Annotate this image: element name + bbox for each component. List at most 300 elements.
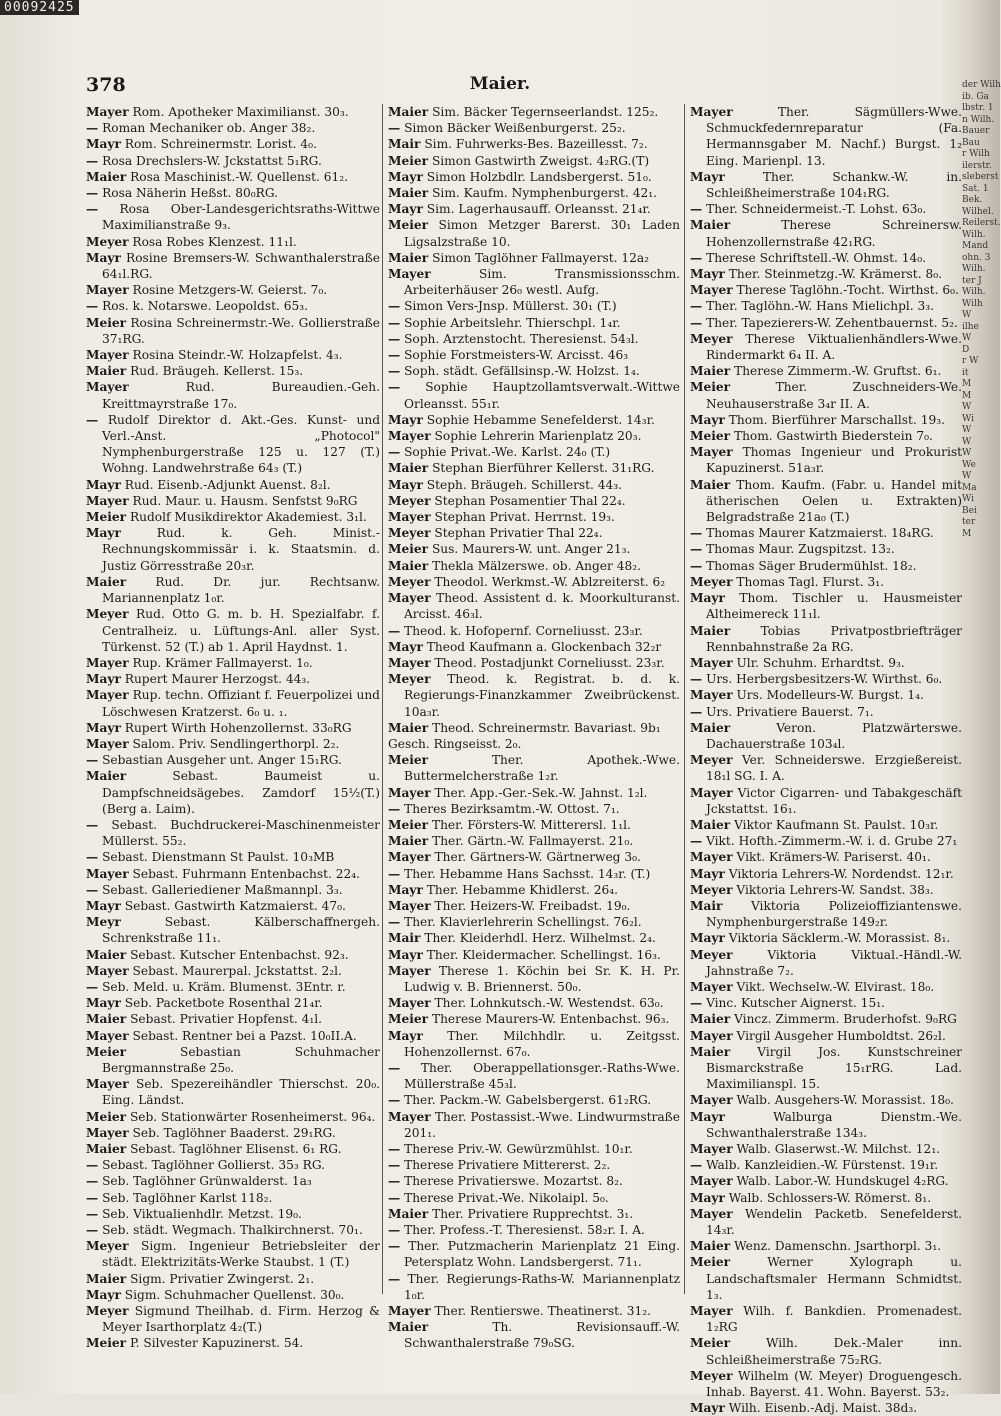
entry-text: Seb. Spezereihändler Thierschst. 20₀. Eing. Ländst. (102, 1077, 381, 1108)
entry-text: Seb. Meld. u. Kräm. Blumenst. 3Entr. r. (102, 979, 346, 994)
entry-text: Wilh. Dek.-Maler inn. Schleißheimerstraße 75₂RG. (706, 1336, 963, 1367)
entry-text: Seb. Taglöhner Grünwalderst. 1a₃ (102, 1174, 312, 1189)
entry-text: Rud. Dr. jur. Rechtsanw. Mariannenplatz 1₀r. (102, 574, 380, 606)
entry-text: Viktoria Lehrers-W. Nordendst. 12₁r. (728, 866, 954, 881)
entry-text: Sigmund Theilhab. d. Firm. Herzog & Meyer Isarthorplatz 4₂(T.) (102, 1304, 381, 1335)
entry-text: Soph. Arztenstocht. Theresienst. 54₃l. (404, 331, 639, 346)
entry-surname: Mayer (388, 996, 431, 1011)
directory-entry (690, 363, 962, 379)
entry-surname: Mayr (690, 412, 725, 427)
entry-surname: — (690, 202, 703, 217)
edge-fragment: W (962, 402, 972, 412)
entry-surname: — (86, 1158, 99, 1173)
entry-text: Sophie Hebamme Senefelderst. 14₃r. (426, 412, 655, 427)
entry-text: Ther. Lohnkutsch.-W. Westendst. 63₀. (434, 996, 664, 1011)
directory-entry (690, 995, 962, 1011)
entry-surname: — (86, 882, 99, 897)
edge-fragment: Sat. 1 (962, 183, 989, 194)
entry-text: Th. Revisionsauff.-W. Schwanthalerstraße 79₀SG. (404, 1320, 680, 1351)
entry-surname: Meyr (86, 915, 121, 930)
entry-surname: — (388, 299, 401, 314)
entry-text: Ther. Kleidermacher. Schellingst. 16₃. (426, 947, 661, 962)
entry-text: Ther. Profess.-T. Theresienst. 58₂r. I. A. (404, 1223, 645, 1238)
directory-entry (690, 298, 962, 314)
directory-entry (388, 493, 680, 509)
entry-text: Ther. Regierungs-Raths-W. Mariannenplatz 1₀r. (404, 1271, 680, 1302)
entry-surname: Mayr (86, 526, 121, 541)
entry-text: Ther. Steinmetzg.-W. Krämerst. 8₀. (728, 267, 942, 282)
directory-entry (690, 104, 962, 169)
directory-entry (86, 201, 380, 233)
directory-entry (86, 1206, 380, 1222)
directory-entry (388, 104, 680, 120)
edge-fragment: ib. Ga (962, 91, 989, 102)
entry-surname: — (690, 299, 703, 314)
entry-surname: Mayer (690, 445, 733, 460)
directory-entry (86, 882, 380, 898)
entry-text: Rom. Schreinermstr. Lorist. 4₀. (124, 137, 317, 152)
entry-text: Sebast. Galleriediener Maßmannpl. 3₃. (102, 882, 343, 897)
entry-surname: Maier (388, 720, 429, 735)
directory-entry (86, 768, 380, 817)
entry-text: Therese Zimmerm.-W. Gruftst. 6₁. (734, 364, 942, 379)
entry-surname: — (388, 1223, 401, 1238)
directory-entry (86, 1044, 380, 1076)
directory-entry (86, 120, 380, 136)
directory-entry (388, 250, 680, 266)
directory-entry (690, 1335, 962, 1367)
entry-text: Rom. Apotheker Maximilianst. 30₃. (132, 105, 349, 119)
entry-surname: Maier (388, 1320, 429, 1335)
directory-entry (388, 1109, 680, 1141)
directory-entry (388, 655, 680, 671)
entry-text: Ther. Zuschneiders-We. Neuhauserstraße 3₄r II. A. (706, 380, 963, 411)
edge-fragment: ter (962, 517, 976, 527)
entry-surname: Mayr (388, 639, 423, 654)
directory-entry (86, 104, 380, 120)
directory-entry (388, 1238, 680, 1270)
entry-surname: Mayr (690, 931, 725, 946)
entry-surname: Maier (86, 1142, 127, 1156)
entry-text: Rup. Krämer Fallmayerst. 1₀. (132, 655, 313, 670)
entry-text: Sus. Maurers-W. unt. Anger 21₃. (431, 542, 631, 557)
edge-fragment: Bei (962, 505, 977, 516)
directory-entry (388, 1060, 680, 1092)
entry-surname: Maier (690, 218, 731, 233)
entry-text: Thomas Ingenieur und Prokurist Kapuzinerst. 51a₃r. (706, 445, 962, 476)
entry-text: Theres Bezirksamtm.-W. Ottost. 7₁. (404, 801, 620, 816)
entry-text: Thom. Gastwirth Biederstein 7₀. (733, 429, 933, 444)
entry-text: Sim. Transmissionsschm. Arbeiterhäuser 26₀ westl. Aufg. (404, 267, 681, 298)
entry-surname: Mayer (388, 898, 431, 913)
entry-surname: Mayer (388, 429, 431, 444)
directory-entry (86, 898, 380, 914)
entry-text: Walb. Ausgehers-W. Morassist. 18₀. (736, 1093, 954, 1108)
entry-text: Vincz. Zimmerm. Bruderhofst. 9₀RG (734, 1012, 957, 1027)
entry-text: Sophie Forstmeisters-W. Arcisst. 46₃ (404, 348, 629, 363)
entry-text: Simon Taglöhner Fallmayerst. 12a₂ (432, 250, 650, 265)
entry-text: Wenz. Damenschn. Jsarthorpl. 3₁. (734, 1239, 942, 1254)
entry-text: Werner Xylograph u. Landschaftsmaler Hermann Schmidtst. 1₃. (706, 1255, 962, 1302)
entry-surname: Mayer (690, 283, 733, 298)
edge-fragment: sleberst (962, 172, 999, 182)
entry-text: Sigm. Privatier Zwingerst. 2₁. (130, 1271, 315, 1286)
entry-surname: Maier (690, 1239, 731, 1254)
entry-surname: Mayer (388, 510, 431, 525)
entry-surname: Mayr (388, 477, 423, 492)
entry-text: P. Silvester Kapuzinerst. 54. (129, 1336, 304, 1351)
entry-text: Ther. Gärtn.-W. Fallmayerst. 21₀. (432, 834, 634, 849)
directory-entry (86, 1271, 380, 1287)
directory-entry (86, 379, 380, 411)
directory-entry (86, 606, 380, 655)
entry-surname: Meier (690, 1255, 731, 1270)
entry-text: Wendelin Packetb. Senefelderst. 14₃r. (706, 1206, 963, 1238)
entry-surname: Mayer (86, 105, 129, 119)
entry-text: Ther. Sägmüllers-Wwe. Schmuckfedernreparatur (Fa. Hermannsgaber M. Nachf.) Burgst. 1₂ Eing. Marienpl. 13. (706, 105, 962, 168)
entry-text: Vikt. Hofth.-Zimmerm.-W. i. d. Grube 27₁ (706, 834, 958, 849)
entry-surname: Maier (388, 834, 429, 849)
entry-surname: Mayr (690, 591, 725, 606)
directory-entry (690, 833, 962, 849)
entry-text: Virgil Ausgeher Humboldtst. 26₂l. (736, 1028, 946, 1043)
directory-entry (86, 817, 380, 849)
entry-surname: — (86, 1174, 99, 1189)
entry-text: Ther. Milchhdlr. u. Zeitgsst. Hohenzollernst. 67₀. (404, 1028, 680, 1059)
edge-fragment: it (962, 367, 969, 378)
entry-surname: Mayer (690, 979, 733, 994)
directory-entry (86, 315, 380, 347)
directory-entry (690, 315, 962, 331)
directory-entry (388, 1173, 680, 1189)
entry-text: Therese Schreinersw. Hohenzollernstraße 42₁RG. (706, 218, 962, 249)
edge-fragment: M (962, 528, 972, 539)
entry-surname: Meier (388, 753, 429, 768)
directory-entry (388, 849, 680, 865)
entry-text: Gesch. Ringseisst. 2₀. (388, 736, 522, 751)
directory-entry (86, 153, 380, 169)
entry-surname: Mayer (690, 1304, 733, 1319)
entry-text: Rud. Bräugeh. Kellerst. 15₃. (130, 364, 304, 379)
entry-surname: Maier (388, 105, 429, 119)
directory-entry (388, 460, 680, 476)
entry-text: Viktoria Polizeioffiziantenswe. Nymphenburgerstraße 149₂r. (706, 898, 963, 930)
directory-entry (86, 136, 380, 152)
directory-entry (388, 315, 680, 331)
entry-text: Seb. Stationwärter Rosenheimerst. 96₄. (129, 1109, 376, 1124)
edge-fragment: ilhe (962, 321, 979, 332)
entry-text: Thomas Maur. Zugspitzst. 13₂. (706, 542, 895, 557)
entry-text: Wilh. f. Bankdien. Promenadest. 1₂RG (706, 1304, 962, 1335)
entry-text: Simon Vers-Jnsp. Müllerst. 30₁ (T.) (404, 299, 617, 314)
entry-text: Sebast. Maurerpal. Jckstattst. 2₂l. (132, 963, 342, 978)
directory-entry (388, 736, 680, 752)
directory-entry (388, 752, 680, 784)
entry-surname: Maier (388, 461, 429, 476)
directory-entry (86, 347, 380, 363)
directory-entry (86, 914, 380, 946)
entry-surname: — (86, 850, 99, 865)
directory-entry (86, 1335, 380, 1351)
entry-surname: — (86, 1223, 99, 1238)
entry-surname: Mayer (86, 866, 129, 881)
entry-text: Rosa Robes Klenzest. 11₁l. (132, 234, 297, 249)
edge-fragment: W (962, 436, 972, 447)
directory-entry (86, 1141, 380, 1157)
entry-text: Rud. Otto G. m. b. H. Spezialfabr. f. Centralheiz. u. Lüftungs-Anl. aller Syst. Türkenst. 52 (T.) ab 1. April Haydnst. 1. (102, 607, 381, 654)
entry-surname: — (388, 1190, 401, 1205)
directory-entry (388, 574, 680, 590)
entry-text: Therese Priv.-W. Gewürzmühlst. 10₁r. (404, 1142, 633, 1156)
entry-text: Ther. Gärtners-W. Gärtnerweg 3₀. (434, 850, 641, 865)
directory-entry (388, 541, 680, 557)
entry-surname: — (86, 1190, 99, 1205)
entry-text: Sebast. Rentner bei a Pazst. 10₀II.A. (132, 1028, 357, 1043)
edge-fragment: Wi (962, 413, 974, 424)
entry-text: Rud. Bureaudien.-Geh. Kreittmayrstraße 17₀. (102, 380, 380, 411)
directory-entry (690, 169, 962, 201)
entry-text: Thom. Kaufm. (Fabr. u. Handel mit ätherischen Oelen u. Extrakten) Belgradstraße 21a₀ (T.) (706, 477, 962, 525)
entry-surname: — (388, 331, 401, 346)
entry-surname: Meyer (690, 1368, 733, 1383)
entry-text: Theod. Assistent d. k. Moorkulturanst. Arcisst. 46₃l. (404, 591, 681, 622)
entry-surname: Mayer (86, 1028, 129, 1043)
entry-surname: — (86, 186, 99, 201)
entry-surname: Maier (86, 1012, 127, 1027)
edge-fragment: Wi (962, 494, 974, 504)
edge-fragment: We (962, 459, 976, 470)
directory-entry (388, 1092, 680, 1108)
directory-column-1 (86, 104, 380, 1374)
entry-text: Therese Taglöhn.-Tocht. Wirthst. 6₀. (736, 283, 959, 298)
directory-entry (690, 379, 962, 411)
entry-text: Stephan Privatier Thal 22₄. (434, 526, 603, 541)
directory-entry (690, 687, 962, 703)
directory-entry (86, 1028, 380, 1044)
entry-surname: Maier (388, 1206, 429, 1221)
entry-surname: Meyer (690, 882, 733, 897)
directory-entry (86, 1157, 380, 1173)
entry-text: Veron. Platzwärterswe. Dachauerstraße 103₄l. (706, 720, 962, 751)
entry-text: Ther. App.-Ger.-Sek.-W. Jahnst. 1₂l. (434, 785, 648, 800)
entry-text: Therese Schriftstell.-W. Ohmst. 14₀. (706, 250, 926, 265)
entry-surname: Maier (690, 720, 731, 735)
directory-entry (690, 201, 962, 217)
entry-surname: Meier (388, 218, 429, 233)
entry-text: Roman Mechaniker ob. Anger 38₂. (102, 121, 316, 136)
entry-surname: Mayr (388, 202, 423, 217)
directory-entry (690, 1141, 962, 1157)
entry-surname: — (690, 558, 703, 573)
entry-surname: Mayr (690, 866, 725, 881)
column-rule (382, 104, 383, 1294)
page-number: 378 (86, 74, 126, 96)
entry-surname: — (388, 1271, 401, 1286)
directory-entry (690, 947, 962, 979)
directory-entry (388, 914, 680, 930)
adjacent-page-edge (962, 80, 1000, 1260)
edge-fragment: Ma (962, 482, 977, 493)
directory-entry (690, 217, 962, 249)
entry-surname: Mayr (86, 996, 121, 1011)
entry-surname: — (388, 121, 401, 136)
directory-entry (388, 963, 680, 995)
entry-text: Sebast. Dienstmann St Paulst. 10₃MB (102, 850, 335, 865)
directory-entry (690, 1190, 962, 1206)
entry-text: Rosa Näherin Heßst. 80₀RG. (102, 186, 279, 201)
entry-text: Rudolf Direktor d. Akt.-Ges. Kunst- und Verl.-Anst. „Photocol" Nymphenburgerstraße 125 u. 127 (T.) Wohng. Landwehrstraße 64₃ (T.) (102, 412, 381, 476)
entry-surname: Mayer (388, 1109, 431, 1124)
directory-entry (388, 947, 680, 963)
entry-text: Therese Privatiere Mittererst. 2₂. (404, 1158, 611, 1173)
entry-surname: Mayr (690, 1190, 725, 1205)
entry-text: Stephan Posamentier Thal 22₄. (434, 493, 626, 508)
directory-entry (388, 444, 680, 460)
directory-entry (388, 833, 680, 849)
entry-surname: Mayr (690, 1401, 725, 1416)
directory-entry (690, 623, 962, 655)
entry-surname: Maier (388, 186, 429, 201)
entry-surname: Mair (388, 931, 421, 946)
directory-entry (86, 412, 380, 477)
entry-surname: Meyer (690, 947, 733, 962)
entry-text: Therese Privat.-We. Nikolaipl. 5₀. (404, 1190, 609, 1205)
directory-entry (86, 169, 380, 185)
entry-surname: — (86, 817, 99, 832)
entry-surname: Meyer (690, 574, 733, 589)
entry-text: Ver. Schneiderswe. Erzgießereist. 18₁l SG. I. A. (706, 753, 962, 784)
directory-entry (690, 752, 962, 784)
entry-surname: Mayer (388, 1304, 431, 1319)
edge-fragment: Mand (962, 241, 989, 251)
entry-text: Wilhelm (W. Meyer) Droguengesch. Inhab. Bayerst. 41. Wohn. Bayerst. 53₂. (706, 1368, 962, 1400)
entry-text: Urs. Privatiere Bauerst. 7₁. (706, 704, 874, 719)
directory-entry (690, 590, 962, 622)
entry-text: Simon Metzger Barerst. 30₁ Laden Ligsalzstraße 10. (404, 218, 681, 249)
entry-text: Sim. Lagerhausauff. Orleansst. 21₄r. (426, 202, 651, 217)
directory-entry (388, 136, 680, 152)
directory-entry (690, 282, 962, 298)
directory-entry (690, 1028, 962, 1044)
entry-text: Tobias Privatpostbriefträger Rennbahnstraße 2a RG. (706, 623, 962, 654)
entry-surname: — (690, 315, 703, 330)
entry-text: Steph. Bräugeh. Schillerst. 44₃. (426, 477, 623, 492)
entry-surname: — (690, 542, 703, 557)
directory-entry (690, 704, 962, 720)
entry-surname: Mayr (388, 1028, 423, 1043)
entry-text: Rup. techn. Offiziant f. Feuerpolizei und Löschwesen Kratzerst. 6₀ u. ₁. (102, 688, 380, 719)
entry-surname: Meier (86, 315, 127, 330)
entry-surname: Meier (86, 510, 127, 525)
entry-surname: Mayer (86, 736, 129, 751)
directory-entry (86, 477, 380, 493)
directory-entry (388, 720, 680, 736)
directory-entry (388, 930, 680, 946)
entry-text: Sebast. Buchdruckerei-Maschinenmeister Müllerst. 55₂. (102, 817, 380, 849)
entry-text: Sophie Arbeitslehr. Thierschpl. 1₄r. (404, 315, 621, 330)
directory-entry (690, 1238, 962, 1254)
edge-fragment: Bau (962, 137, 980, 148)
entry-surname: Mayer (86, 348, 129, 363)
directory-entry (86, 655, 380, 671)
entry-text: Ther. Apothek.-Wwe. Buttermelcherstraße 1₂r. (404, 753, 680, 784)
directory-entry (388, 1206, 680, 1222)
entry-surname: — (86, 202, 99, 217)
directory-entry (388, 1303, 680, 1319)
entry-surname: Meyer (388, 493, 431, 508)
directory-entry (388, 169, 680, 185)
entry-surname: Mayer (690, 105, 733, 119)
directory-entry (690, 1109, 962, 1141)
directory-entry (690, 1254, 962, 1303)
directory-entry (86, 963, 380, 979)
entry-surname: — (388, 623, 401, 638)
directory-entry (388, 217, 680, 249)
entry-surname: — (388, 1158, 401, 1173)
directory-entry (388, 995, 680, 1011)
entry-surname: Mayer (86, 1077, 129, 1092)
directory-entry (388, 785, 680, 801)
entry-text: Therese Viktualienhändlers-Wwe. Rindermarkt 6₄ II. A. (706, 331, 962, 363)
directory-entry (388, 185, 680, 201)
entry-surname: Mayer (690, 1174, 733, 1189)
entry-surname: — (388, 1174, 401, 1189)
entry-surname: Mayer (690, 1206, 733, 1221)
entry-surname: Meier (388, 542, 429, 557)
entry-text: Ther. Hebamme Khidlerst. 26₄. (426, 882, 619, 897)
directory-entry (86, 493, 380, 509)
directory-entry (388, 898, 680, 914)
entry-text: Ther. Postassist.-Wwe. Lindwurmstraße 201₁. (404, 1109, 681, 1140)
directory-entry (388, 866, 680, 882)
entry-text: Theod. k. Registrat. b. d. k. Regierungs-Finanzkammer Zweibrückenst. 10a₃r. (404, 672, 680, 719)
entry-text: Salom. Priv. Sendlingerthorpl. 2₂. (132, 736, 340, 751)
entry-text: Rupert Wirth Hohenzollernst. 33₀RG (124, 720, 352, 735)
directory-entry (690, 1206, 962, 1238)
directory-entry (690, 558, 962, 574)
edge-fragment: Wilh. (962, 264, 986, 274)
entry-surname: Mayr (86, 1287, 121, 1302)
entry-surname: — (690, 672, 703, 687)
entry-surname: Meier (86, 1044, 127, 1059)
entry-text: Rosine Metzgers-W. Geierst. 7₀. (132, 283, 328, 298)
entry-surname: — (86, 979, 99, 994)
entry-surname: Meier (690, 1336, 731, 1351)
directory-entry (86, 979, 380, 995)
edge-fragment: M (962, 390, 972, 401)
entry-text: Viktor Kaufmann St. Paulst. 10₃r. (734, 817, 939, 832)
entry-surname: — (388, 1239, 401, 1254)
edge-fragment: W (962, 425, 972, 435)
directory-column-2 (388, 104, 680, 1374)
directory-entry (690, 412, 962, 428)
entry-surname: Meier (690, 380, 731, 395)
entry-text: Theodol. Werkmst.-W. Ablzreiterst. 6₂ (434, 574, 666, 589)
entry-text: Rupert Maurer Herzogst. 44₃. (124, 672, 311, 687)
entry-text: Sebast. Gastwirth Katzmaierst. 47₀. (124, 898, 346, 913)
entry-text: Vikt. Krämers-W. Pariserst. 40₁. (736, 850, 931, 865)
entry-text: Ros. k. Notarswe. Leopoldst. 65₃. (102, 299, 309, 314)
directory-entry (690, 930, 962, 946)
directory-entry (690, 574, 962, 590)
entry-text: Thomas Säger Brudermühlst. 18₂. (706, 558, 917, 573)
entry-text: Stephan Privat. Herrnst. 19₃. (434, 510, 615, 525)
directory-entry (690, 655, 962, 671)
entry-text: Sebastian Schuhmacher Bergmannstraße 25₀. (102, 1044, 380, 1075)
directory-entry (690, 1044, 962, 1093)
entry-surname: — (388, 1060, 401, 1075)
entry-text: Ther. Privatiere Rupprechtst. 3₁. (432, 1206, 634, 1221)
